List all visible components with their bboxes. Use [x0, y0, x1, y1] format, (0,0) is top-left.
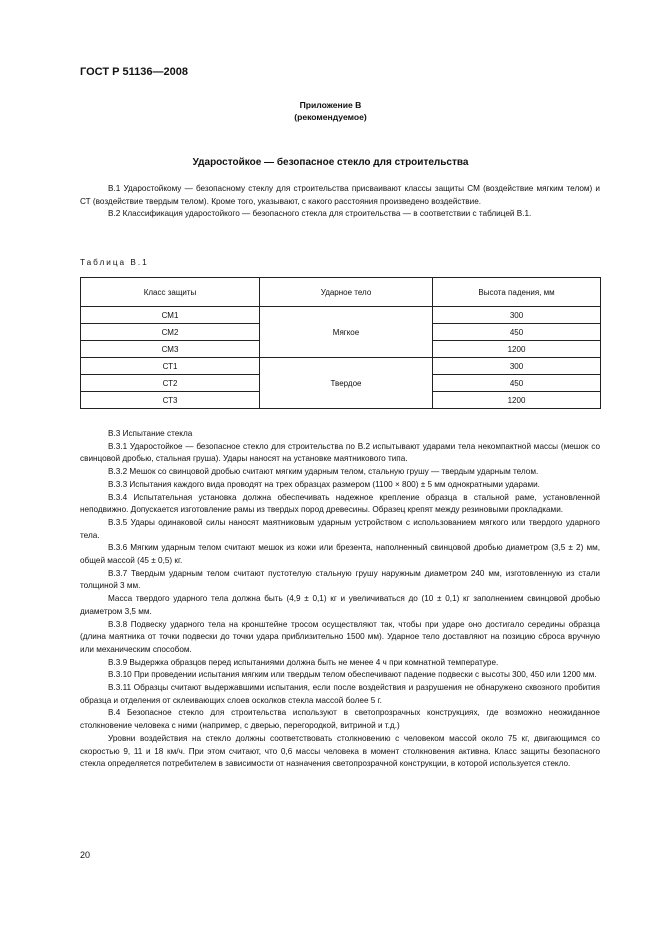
paragraph: В.3.9 Выдержка образцов перед испытаниями должна быть не менее 4 ч при комнатной температуре. — [108, 657, 499, 667]
column-header: Ударное тело — [260, 278, 433, 307]
paragraph: В.3.5 Удары одинаковой силы наносят маятниковым ударным устройством с использованием мягкого или твердого ударного тела. — [80, 517, 600, 540]
class-cell: СТ2 — [81, 375, 260, 392]
body-cell: Мягкое — [260, 307, 433, 358]
paragraph: В.3.3 Испытания каждого вида проводят на трех образцах размером (1100 × 800) ± 5 мм однократными ударами. — [108, 479, 540, 489]
paragraph: В.3.6 Мягким ударным телом считают мешок из кожи или брезента, наполненный свинцовой дробью диаметром (3,5 ± 2) мм, общей массой (45 ± 0,5) кг. — [80, 543, 600, 566]
page-number: 20 — [80, 850, 91, 860]
test-section — [80, 428, 600, 771]
class-cell: СМ2 — [81, 324, 260, 341]
paragraph: Масса твердого ударного тела должна быть (4,9 ± 0,1) кг и увеличиваться до (10 ± 0,1) кг заполнением свинцовой дробью диаметром 3,5 мм. — [80, 594, 600, 616]
paragraph: Уровни воздействия на стекло должны соответствовать столкновению с человеком массой около 75 кг, двигающимся со скоростью 9, 11 и 18 км/ч. При этом считают, что 0,6 массы человека в момент столкновения активна. Класс защиты безопасного стекла определяется потребителем в зависимости от назначения светопрозрачной конструкции, в которой используется стекло. — [80, 733, 600, 769]
paragraph: В.2 Классификация ударостойкого — безопасного стекла для строительства — в соответствии с таблицей В.1. — [108, 209, 532, 219]
height-cell: 300 — [433, 307, 601, 324]
document-header: ГОСТ Р 51136—2008 — [80, 66, 188, 78]
class-cell: СМ3 — [81, 341, 260, 358]
classification-table — [80, 277, 601, 409]
paragraph: В.3.2 Мешок со свинцовой дробью считают мягким ударным телом, стальную грушу — твердым ударным телом. — [108, 467, 539, 477]
appendix-type: (рекомендуемое) — [294, 112, 367, 122]
paragraph: В.3 Испытание стекла — [108, 429, 193, 438]
table-header-row — [81, 278, 601, 307]
table-row — [81, 307, 601, 324]
paragraph: В.3.1 Ударостойкое — безопасное стекло для строительства по В.2 испытывают ударами тела некомпактной массы (мешок со свинцовой дробью, стальная груша). Удары наносят на установке маятникового типа. — [80, 441, 600, 464]
appendix-label: Приложение В — [299, 100, 362, 110]
height-cell: 450 — [433, 375, 601, 392]
paragraph: В.3.10 При проведении испытания мягким или твердым телом обеспечивают падение подвески с высоты 300, 450 или 1200 мм. — [108, 670, 597, 680]
intro-text — [80, 183, 600, 221]
column-header: Класс защиты — [81, 278, 260, 307]
paragraph: В.1 Ударостойкому — безопасному стеклу для строительства присваивают классы защиты СМ (воздействие мягким телом) и СТ (воздействие твердым телом). Кроме того, указывают, с какого расстояния произведено воздействие. — [80, 184, 600, 206]
paragraph: В.4 Безопасное стекло для строительства используют в светопрозрачных конструкциях, где возможно неожиданное столкновение человека с ними (например, с дверью, перегородкой, витриной и т.д.) — [80, 708, 600, 731]
height-cell: 1200 — [433, 392, 601, 409]
height-cell: 300 — [433, 358, 601, 375]
height-cell: 1200 — [433, 341, 601, 358]
table-row — [81, 358, 601, 375]
height-cell: 450 — [433, 324, 601, 341]
paragraph: В.3.8 Подвеску ударного тела на кронштейне тросом осуществляют так, чтобы при ударе оно достигало середины образца (длина маятника от точки подвески до точки удара приблизительно 1500 мм). Ударное тело доставляют на позицию сброса вручную или механическим способом. — [80, 619, 600, 654]
paragraph: В.3.4 Испытательная установка должна обеспечивать надежное крепление образца в стальной раме, установленной неподвижно. Допускается изготовление рамы из твердых пород древесины. Образец крепят между резиновыми прокладками. — [80, 492, 600, 515]
class-cell: СТ1 — [81, 358, 260, 375]
table-caption: Таблица В.1 — [80, 258, 149, 267]
body-cell: Твердое — [260, 358, 433, 409]
column-header: Высота падения, мм — [433, 278, 601, 307]
paragraph: В.3.7 Твердым ударным телом считают пустотелую стальную грушу наружным диаметром 240 мм, изготовленную из стали толщиной 3 мм. — [80, 568, 600, 591]
class-cell: СТ3 — [81, 392, 260, 409]
section-title: Ударостойкое — безопасное стекло для строительства — [192, 157, 469, 168]
class-cell: СМ1 — [81, 307, 260, 324]
paragraph: В.3.11 Образцы считают выдержавшими испытания, если после воздействия и разрушения не обнаружено сквозного пробития образца и отделения от склеивающих слоев осколков стекла массой более 5 г. — [80, 683, 600, 705]
